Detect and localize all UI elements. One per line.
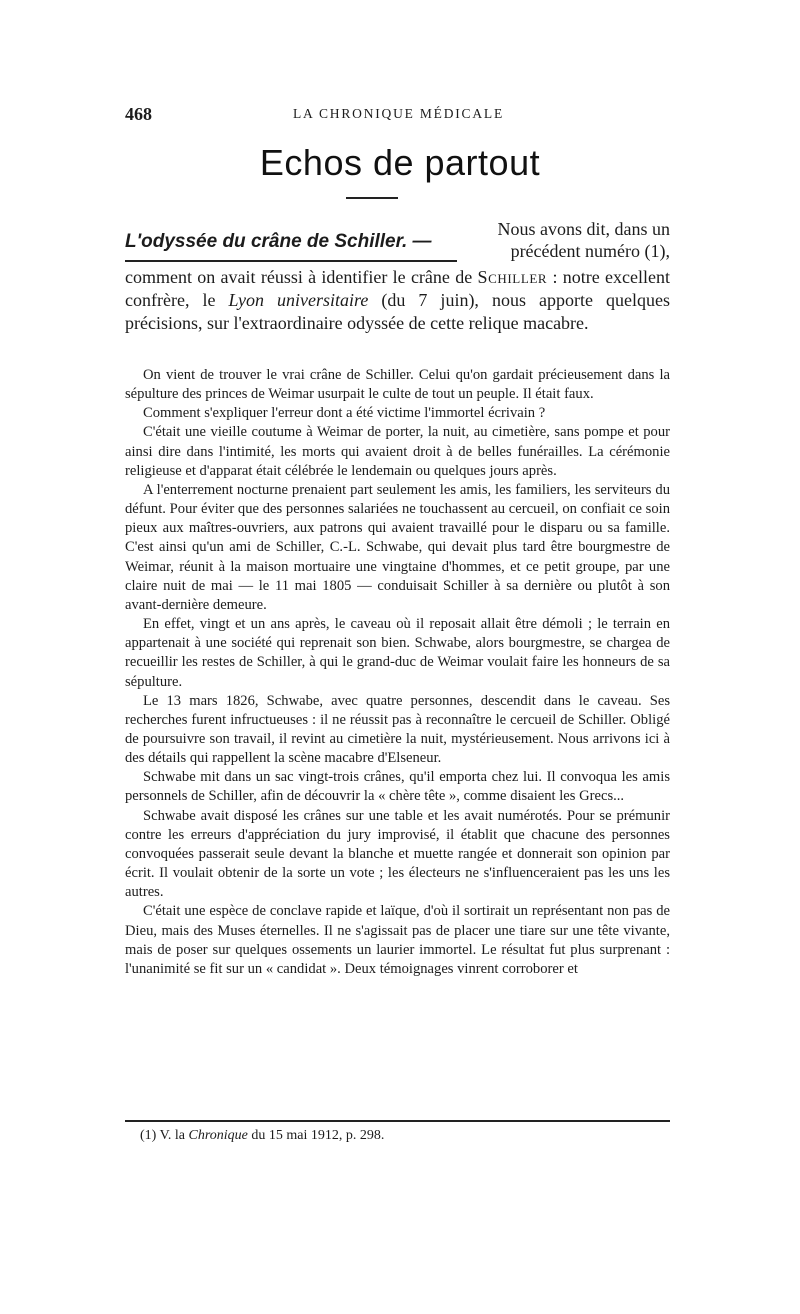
journal-title: LA CHRONIQUE MÉDICALE (292, 106, 505, 121)
footnote (140, 1128, 660, 1144)
body-paragraph: C'était une espèce de conclave rapide et laïque, d'où il sortirait un représentant non pas de Dieu, mais des Muses éternelles. Il ne s'agissait pas de placer une tiare sur une tête vivante, mais de poser sur quelques ossements un laurier immortel. Le résultat fut plus surprenant : l'unanimité se fit sur un « candidat ». Deux témoignages vinrent corroborer et (125, 903, 670, 977)
footnote-source: Chronique (188, 1128, 248, 1143)
lead-name: Schiller (477, 267, 548, 287)
footnote-prefix: (1) V. la (140, 1128, 189, 1143)
body-paragraph: Schwabe avait disposé les crânes sur une table et les avait numérotés. Pour se prémunir contre les erreurs d'appréciation du jury improvisé, il établit que chacune des personnes convoquées passerait seule devant la blanche et muette rangée et donnerait son opinion par écrit. Il voulait obtenir de la sorte un vote ; les électeurs ne s'influenceraient pas les uns les autres. (125, 807, 670, 901)
footnote-suffix: du 15 mai 1912, p. 298. (247, 1128, 385, 1143)
lead-text-2: : notre excellent confrère, le (125, 267, 671, 310)
page-number: 468 (125, 104, 152, 124)
article-body (125, 366, 670, 979)
body-paragraph: Schwabe mit dans un sac vingt-trois crânes, qu'il emporta chez lui. Il convoqua les amis personnels de Schiller, afin de découvrir la « chère tête », comme disaient les Grecs... (125, 769, 670, 805)
body-paragraph: A l'enterrement nocturne prenaient part seulement les amis, les familiers, les serviteurs du défunt. Pour éviter que des personnes salariées ne touchassent au cercueil, on confiait ce soin pieux aux maîtres-ouvriers, aux patrons qui avaient travaillé pour le disparu ou sa famille. C'est ainsi qu'un ami de Schiller, C.-L. Schwabe, qui devait plus tard être bourgmestre de Weimar, réunit à la maison mortuaire une vingtaine d'hommes, et ce petit groupe, par une claire nuit de mai — le 11 mai 1805 — conduisait Schiller à sa dernière ou plutôt à son avant-dernière demeure. (125, 481, 670, 613)
lead-line-1: Nous avons dit, dans un (497, 219, 670, 239)
footnote-rule (125, 1120, 670, 1122)
running-header (125, 104, 672, 126)
title-rule (346, 197, 398, 199)
lead-text-3: (du 7 juin), nous apporte quelques précisions, sur l'extraordinaire odyssée de cette relique macabre. (125, 289, 670, 333)
lead-text-1: comment on avait réussi à identifier le crâne de (125, 267, 478, 287)
article-title: L'odyssée du crâne de Schiller. — (125, 231, 432, 252)
lead-line-2: précédent numéro (1), (510, 241, 670, 261)
body-paragraph: Le 13 mars 1826, Schwabe, avec quatre personnes, descendit dans le caveau. Ses recherches furent infructueuses : il ne réussit pas à reconnaître le cercueil de Schiller. Obligé de poursuivre son travail, il revint au cimetière la nuit, mystérieusement. Nous arrivons ici à des détails qui rappellent la scène macabre d'Elseneur. (125, 692, 670, 767)
section-title: Echos de partout (259, 142, 541, 183)
body-paragraph: En effet, vingt et un ans après, le caveau où il reposait allait être démoli ; le terrain en appartenait à une société qui reprenait son bien. Schwabe, alors bourgmestre, se chargea de recueillir les restes de Schiller, à qui le grand-duc de Weimar voulait faire les honneurs de sa sépulture. (125, 616, 670, 690)
body-paragraph: On vient de trouver le vrai crâne de Schiller. Celui qu'on gardait précieusement dans la sépulture des princes de Weimar usurpait le culte de tout un peuple. Il était faux. (125, 367, 670, 403)
body-paragraph: Comment s'expliquer l'erreur dont a été victime l'immortel écrivain ? (143, 405, 546, 422)
body-paragraph: C'était une vieille coutume à Weimar de porter, la nuit, au cimetière, sans pompe et pour ainsi dire dans l'intimité, les morts qui avaient droit à de belles funérailles. La cérémonie religieuse et d'apparat était célébrée le lendemain ou quelques jours après. (125, 424, 670, 479)
lead-first-lines (465, 218, 670, 262)
lead-paragraph (125, 266, 670, 334)
article-title-underline (125, 260, 457, 262)
lead-journal: Lyon universitaire (228, 289, 369, 310)
